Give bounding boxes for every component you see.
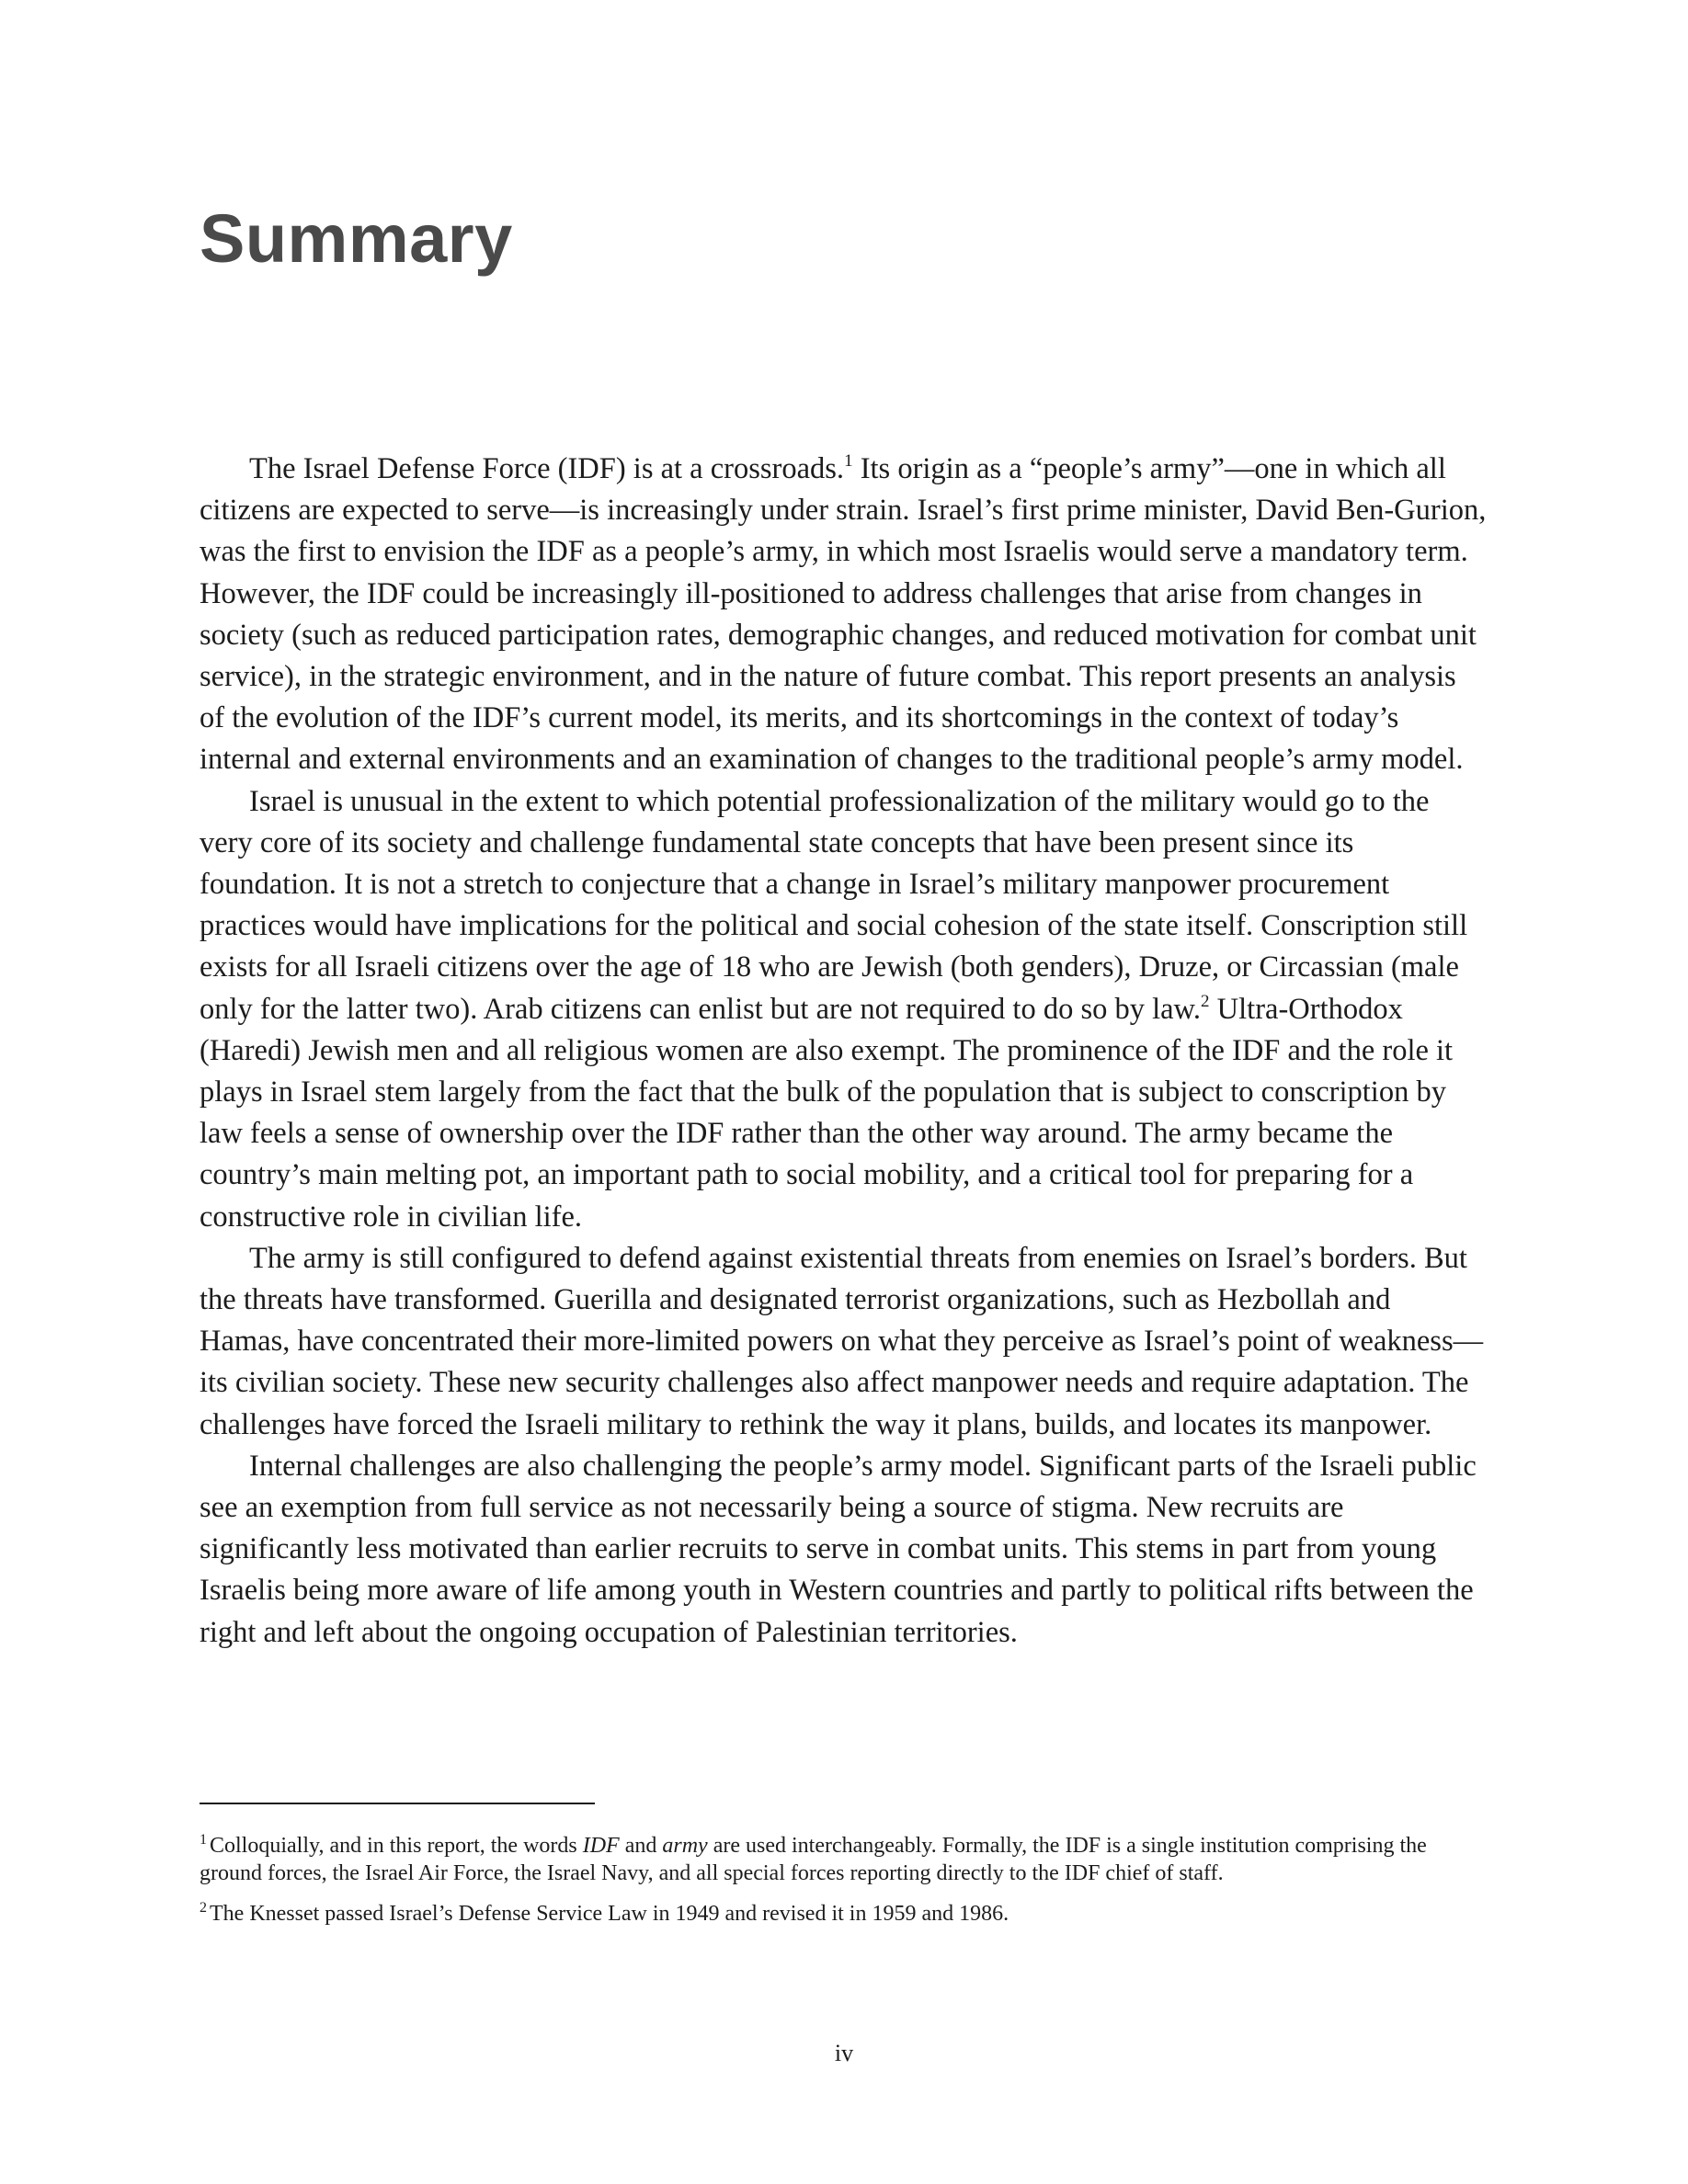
page-title: Summary [200, 200, 513, 277]
footnote-2 [200, 1900, 1487, 1928]
paragraph-text: The army is still configured to defend against existential threats from enemies on Israel’s borders. But the threats have transformed. Guerilla and designated terrorist organizations, such as Hezbollah and Hamas, have concentrated their more-limited powers on what they perceive as Israel’s point of weakness—its civilian society. These new security challenges also affect manpower needs and require adaptation. The challenges have forced the Israeli military to rethink the way it plans, builds, and locates its manpower. [200, 1241, 1484, 1441]
footnote-number: 1 [200, 1832, 207, 1848]
footnote-text: Colloquially, and in this report, the words [210, 1834, 583, 1858]
page-number: iv [834, 2040, 854, 2066]
paragraph-text: Internal challenges are also challenging the people’s army model. Significant parts of the Israeli public see an exemption from full service as not necessarily being a source of stigma. New recruits are significantly less motivated than earlier recruits to serve in combat units. This stems in part from young Israelis being more aware of life among youth in Western countries and partly to political rifts between the right and left about the ongoing occupation of Palestinian territories. [200, 1449, 1477, 1649]
footnote-reference-1[interactable]: 1 [844, 451, 853, 471]
paragraph-text: Israel is unusual in the extent to which potential professionalization of the military would go to the very core of its society and challenge fundamental state concepts that have been present since its foundation. It is not a stretch to conjecture that a change in Israel’s military manpower procurement practices would have implications for the political and social cohesion of the state itself. Conscription still exists for all Israeli citizens over the age of 18 who are Jewish (both genders), Druze, or Circassian (male only for the latter two). Arab citizens can enlist but are not required to do so by law. [200, 784, 1468, 1026]
paragraph-4 [200, 1446, 1487, 1654]
footnote-1 [200, 1832, 1487, 1887]
footnote-text: are used interchangeably. Formally, the IDF is a single institution comprising the ground forces, the Israel Air Force, the Israel Navy, and all special forces reporting directly to the IDF chief of staff. [200, 1834, 1427, 1885]
footnote-term-idf: IDF [582, 1834, 620, 1858]
paragraph-text: Ultra-Orthodox (Haredi) Jewish men and all religious women are also exempt. The prominence of the IDF and the role it plays in Israel stem largely from the fact that the bulk of the population that is subject to conscription by law feels a sense of ownership over the IDF rather than the other way around. The army became the country’s main melting pot, an important path to social mobility, and a critical tool for preparing for a constructive role in civilian life. [200, 992, 1454, 1234]
footnote-text: and [619, 1834, 663, 1858]
footnote-term-army: army [662, 1834, 708, 1858]
footnote-number: 2 [200, 1900, 207, 1916]
summary-body [200, 449, 1487, 1654]
paragraph-1 [200, 449, 1487, 781]
paragraph-3 [200, 1238, 1487, 1446]
paragraph-text: Its origin as a “people’s army”—one in which all citizens are expected to serve—is increasingly under strain. Israel’s first prime minister, David Ben-Gurion, was the first to envision the IDF as a people’s army, in which most Israelis would serve a mandatory term. However, the IDF could be increasingly ill-positioned to address challenges that arise from changes in society (such as reduced participation rates, demographic changes, and reduced motivation for combat unit service), in the strategic environment, and in the nature of future combat. This report presents an analysis of the evolution of the IDF’s current model, its merits, and its shortcomings in the context of today’s internal and external environments and an examination of changes to the traditional people’s army model. [200, 452, 1487, 777]
footnote-divider [200, 1803, 595, 1804]
paragraph-text: The Israel Defense Force (IDF) is at a crossroads. [249, 452, 845, 485]
footnote-reference-2[interactable]: 2 [1201, 991, 1210, 1011]
footnote-text: The Knesset passed Israel’s Defense Service Law in 1949 and revised it in 1959 and 1986. [210, 1902, 1009, 1926]
footnotes [200, 1832, 1487, 1940]
paragraph-2 [200, 781, 1487, 1238]
